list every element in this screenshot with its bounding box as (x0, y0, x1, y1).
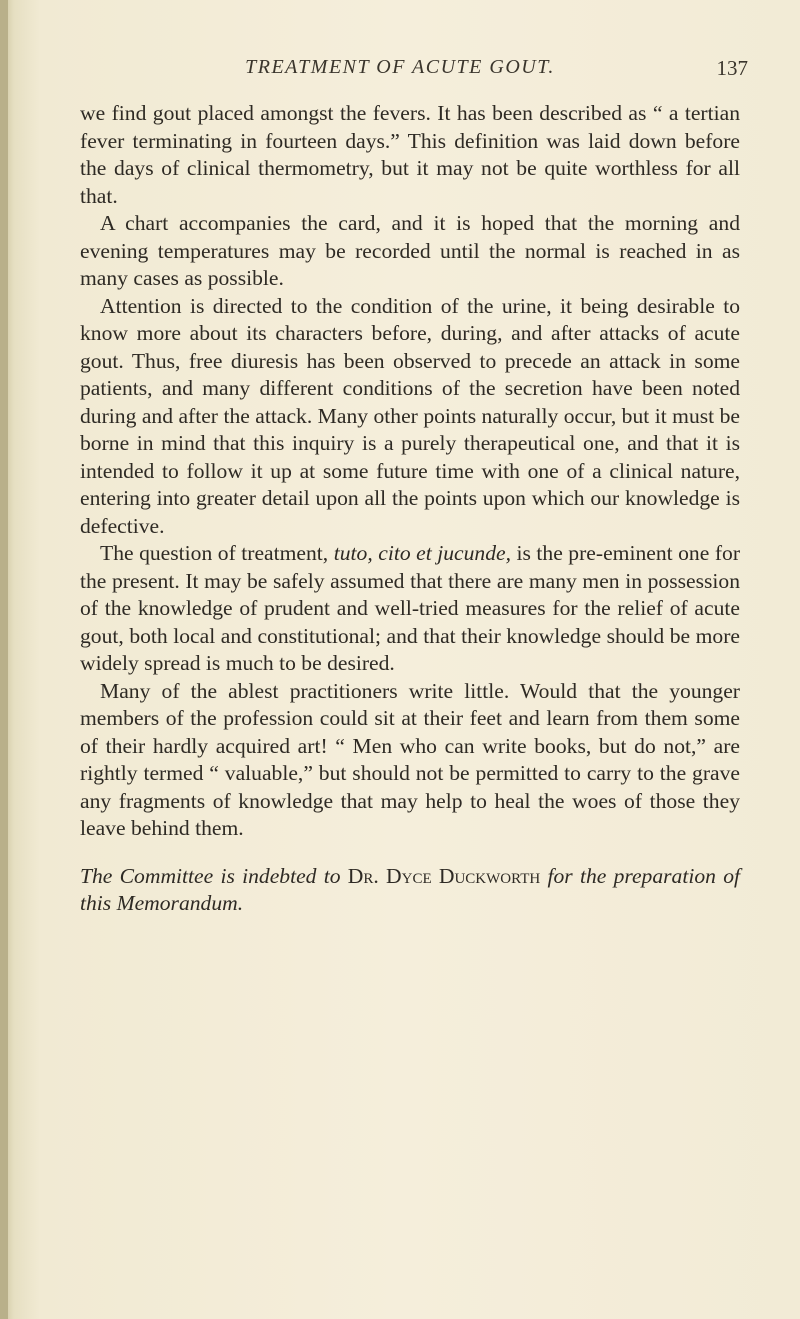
acknowledgement-rest: for the preparation of this Memorandum. (80, 863, 740, 915)
paragraph-4 (80, 540, 740, 678)
acknowledgement (80, 863, 740, 918)
body-text (80, 100, 740, 918)
latin-phrase: tuto, cito et jucunde, (333, 541, 511, 565)
paragraph-4-lead: The question of treatment, (100, 541, 334, 565)
paragraph-1: we find gout placed amongst the fevers. It has been described as “ a tertian fever terminating in fourteen days.” This definition was laid down before the days of clinical thermometry, but it may not be quite worthless for all that. (80, 101, 740, 208)
running-title: TREATMENT OF ACUTE GOUT. (245, 56, 555, 78)
paragraph-4-rest: is the pre-eminent one for the present. It may be safely assumed that there are many men in possession of the knowledge of prudent and well-tried measures for the relief of acute gout, both local and constitutional; and that their knowledge should be more widely spread is much to be desired. (80, 541, 741, 675)
running-header (0, 56, 800, 96)
paragraph-2: A chart accompanies the card, and it is hoped that the morning and evening temperatures may be recorded until the normal is reached in as many cases as possible. (80, 211, 740, 290)
page-spine-shadow (0, 0, 8, 1319)
paragraph-3: Attention is directed to the condition of the urine, it being desirable to know more about its characters before, during, and after attacks of acute gout. Thus, free diuresis has been observed to precede an attack in some patients, and many different conditions of the secretion have been noted during and after the attack. Many other points naturally occur, but it must be borne in mind that this inquiry is a purely therapeutical one, and that it is intended to follow it up at some future time with one of a clinical nature, entering into greater detail upon all the points upon which our knowledge is defective. (80, 293, 740, 538)
acknowledgement-lead: The Committee is indebted to (80, 863, 348, 888)
acknowledgement-name: Dr. Dyce Duckworth (347, 863, 541, 888)
page-number: 137 (716, 56, 748, 80)
paragraph-5: Many of the ablest practitioners write little. Would that the younger members of the profession could sit at their feet and learn from them some of their hardly acquired art! “ Men who can write books, but do not,” are rightly termed “ valuable,” but should not be permitted to carry to the grave any fragments of knowledge that may help to heal the woes of those they leave behind them. (80, 678, 740, 840)
